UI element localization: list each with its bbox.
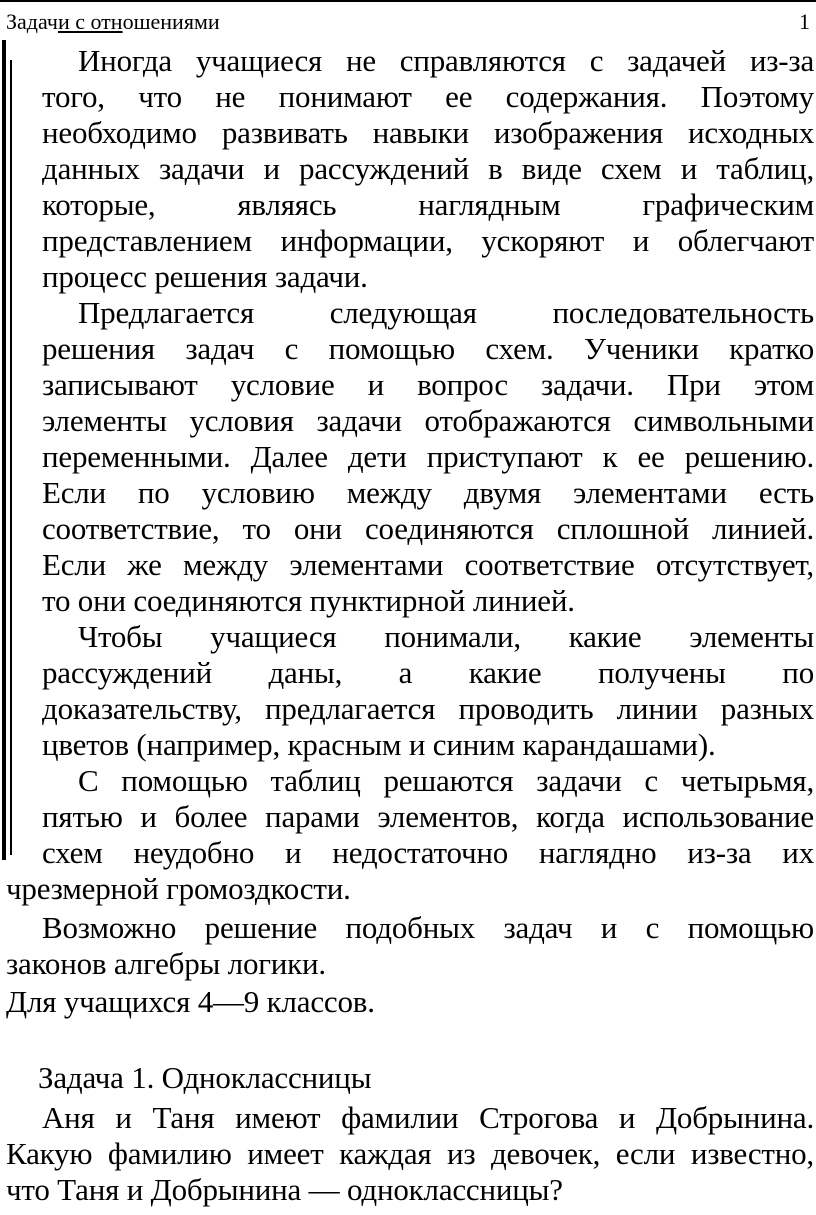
task-title-text: Задача 1. Одноклассницы xyxy=(38,1060,372,1095)
task-text xyxy=(6,1100,814,1208)
text-line: Возможно решение подобных задач и с помощью xyxy=(42,910,814,945)
text-line: Для учащихся 4—9 классов. xyxy=(6,984,375,1019)
paragraph-4-tail xyxy=(6,871,814,907)
grades-line xyxy=(6,984,814,1020)
text-line: соответствие, то они соединяются сплошной линией. xyxy=(42,511,814,546)
task-title xyxy=(38,1060,816,1096)
text-line: Аня и Таня имеют фамилии Строгова и Добрынина. xyxy=(42,1100,814,1135)
header-title-part: Задач xyxy=(6,9,58,34)
text-line: схем неудобно и недостаточно наглядно из-за их xyxy=(42,835,814,870)
paragraph-5 xyxy=(6,910,814,982)
text-line: рассуждений даны, а какие получены по xyxy=(42,655,814,690)
header-title xyxy=(6,8,220,36)
page-number: 1 xyxy=(799,9,810,34)
text-line: данных задачи и рассуждений в виде схем и таблиц, xyxy=(42,151,814,186)
header-title-part-underlined: и с отн xyxy=(57,9,123,34)
text-line: Иногда учащиеся не справляются с задачей из-за xyxy=(78,43,814,78)
text-line: переменными. Далее дети приступают к ее решению. xyxy=(42,439,814,474)
text-line: С помощью таблиц решаются задачи с четырьмя, xyxy=(78,763,814,798)
text-line: записывают условие и вопрос задачи. При этом xyxy=(42,367,814,402)
header-title-part: ошениями xyxy=(122,9,220,34)
text-line: Если по условию между двумя элементами есть xyxy=(42,475,814,510)
text-line: пятью и более парами элементов, когда использование xyxy=(42,799,814,834)
text-line: представлением информации, ускоряют и облегчают xyxy=(42,223,814,258)
text-line: то они соединяются пунктирной линией. xyxy=(42,583,575,618)
text-line: Если же между элементами соответствие отсутствует, xyxy=(42,547,814,582)
text-line: Какую фамилию имеет каждая из девочек, если известно, xyxy=(6,1136,814,1171)
text-line: законов алгебры логики. xyxy=(6,946,326,981)
text-line: Чтобы учащиеся понимали, какие элементы xyxy=(78,619,814,654)
text-line: процесс решения задачи. xyxy=(42,259,368,294)
text-line: решения задач с помощью схем. Ученики кратко xyxy=(42,331,814,366)
text-line: цветов (например, красным и синим карандашами). xyxy=(42,727,716,762)
paragraph-4 xyxy=(42,763,814,871)
text-line: элементы условия задачи отображаются символьными xyxy=(42,403,814,438)
margin-change-bars xyxy=(0,40,14,860)
text-line: Предлагается следующая последовательность xyxy=(78,295,814,330)
margin-bar-thick xyxy=(2,40,6,860)
paragraph-3 xyxy=(42,619,814,763)
header-rule xyxy=(0,0,816,2)
page-header xyxy=(6,8,810,36)
paragraph-1 xyxy=(42,43,814,295)
text-line: которые, являясь наглядным графическим xyxy=(42,187,814,222)
text-line: что Таня и Добрынина — одноклассницы? xyxy=(6,1172,563,1207)
paragraph-2 xyxy=(42,295,814,619)
text-line: доказательству, предлагается проводить линии разных xyxy=(42,691,814,726)
text-line: чрезмерной громоздкости. xyxy=(6,871,351,906)
margin-bar-thin xyxy=(10,60,12,855)
text-line: того, что не понимают ее содержания. Поэтому xyxy=(42,79,814,114)
text-line: необходимо развивать навыки изображения исходных xyxy=(42,115,814,150)
